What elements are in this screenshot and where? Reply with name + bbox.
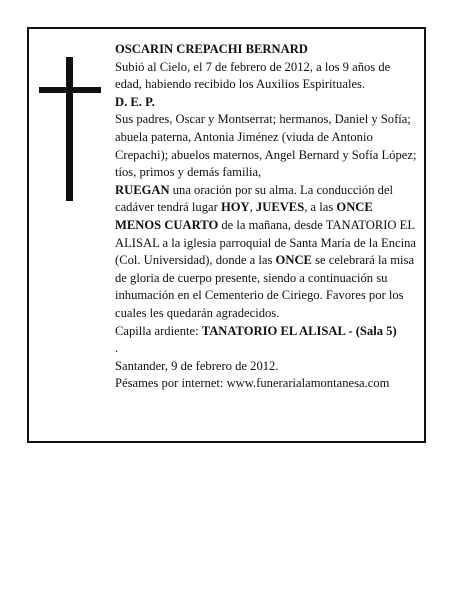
ruegan-text: RUEGAN bbox=[115, 182, 170, 197]
funeral-request: RUEGAN una oración por su alma. La conducción del cadáver tendrá lugar HOY, JUEVES, a las ONCE MENOS CUARTO de la mañana, desde TANATORIO EL ALISAL a la iglesia parroquial de Santa María de la Encina (Col. Universidad), donde a las ONCE se celebrará la misa de gloria de cuerpo presente, siendo a continuación su inhumación en el Cementerio de Ciriego. Favores por los cuales les quedarán agradecidos. bbox=[115, 182, 416, 320]
condolences-line: Pésames por internet: www.funerarialamontanesa.com bbox=[115, 376, 390, 391]
jueves-text: JUEVES bbox=[255, 200, 305, 215]
dep-line: D. E. P. bbox=[115, 94, 155, 109]
obituary-text bbox=[115, 41, 417, 393]
cross-vertical-bar bbox=[66, 57, 73, 201]
cross-horizontal-bar bbox=[39, 87, 101, 93]
mass-time-text: ONCE bbox=[275, 253, 312, 268]
time-text: ONCE MENOS CUARTO bbox=[115, 200, 373, 232]
cross-icon bbox=[39, 57, 101, 201]
death-announcement: Subió al Cielo, el 7 de febrero de 2012, a los 9 años de edad, habiendo recibido los Auxilios Espirituales. bbox=[115, 59, 391, 92]
chapel-period: . bbox=[115, 341, 119, 356]
place-date: Santander, 9 de febrero de 2012. bbox=[115, 358, 279, 373]
obituary-notice bbox=[27, 27, 426, 443]
chapel-location: TANATORIO EL ALISAL - (Sala 5) bbox=[201, 323, 397, 338]
chapel-line: Capilla ardiente: TANATORIO EL ALISAL - (Sala 5) bbox=[115, 323, 397, 338]
deceased-name: OSCARIN CREPACHI BERNARD bbox=[115, 42, 308, 56]
hoy-text: HOY bbox=[220, 200, 250, 215]
family-list: Sus padres, Oscar y Montserrat; hermanos, Daniel y Sofía; abuela paterna, Antonia Jiménez (viuda de Antonio Crepachi); abuelos maternos, Angel Bernard y Sofía López; tíos, primos y demás familia, bbox=[115, 112, 417, 180]
